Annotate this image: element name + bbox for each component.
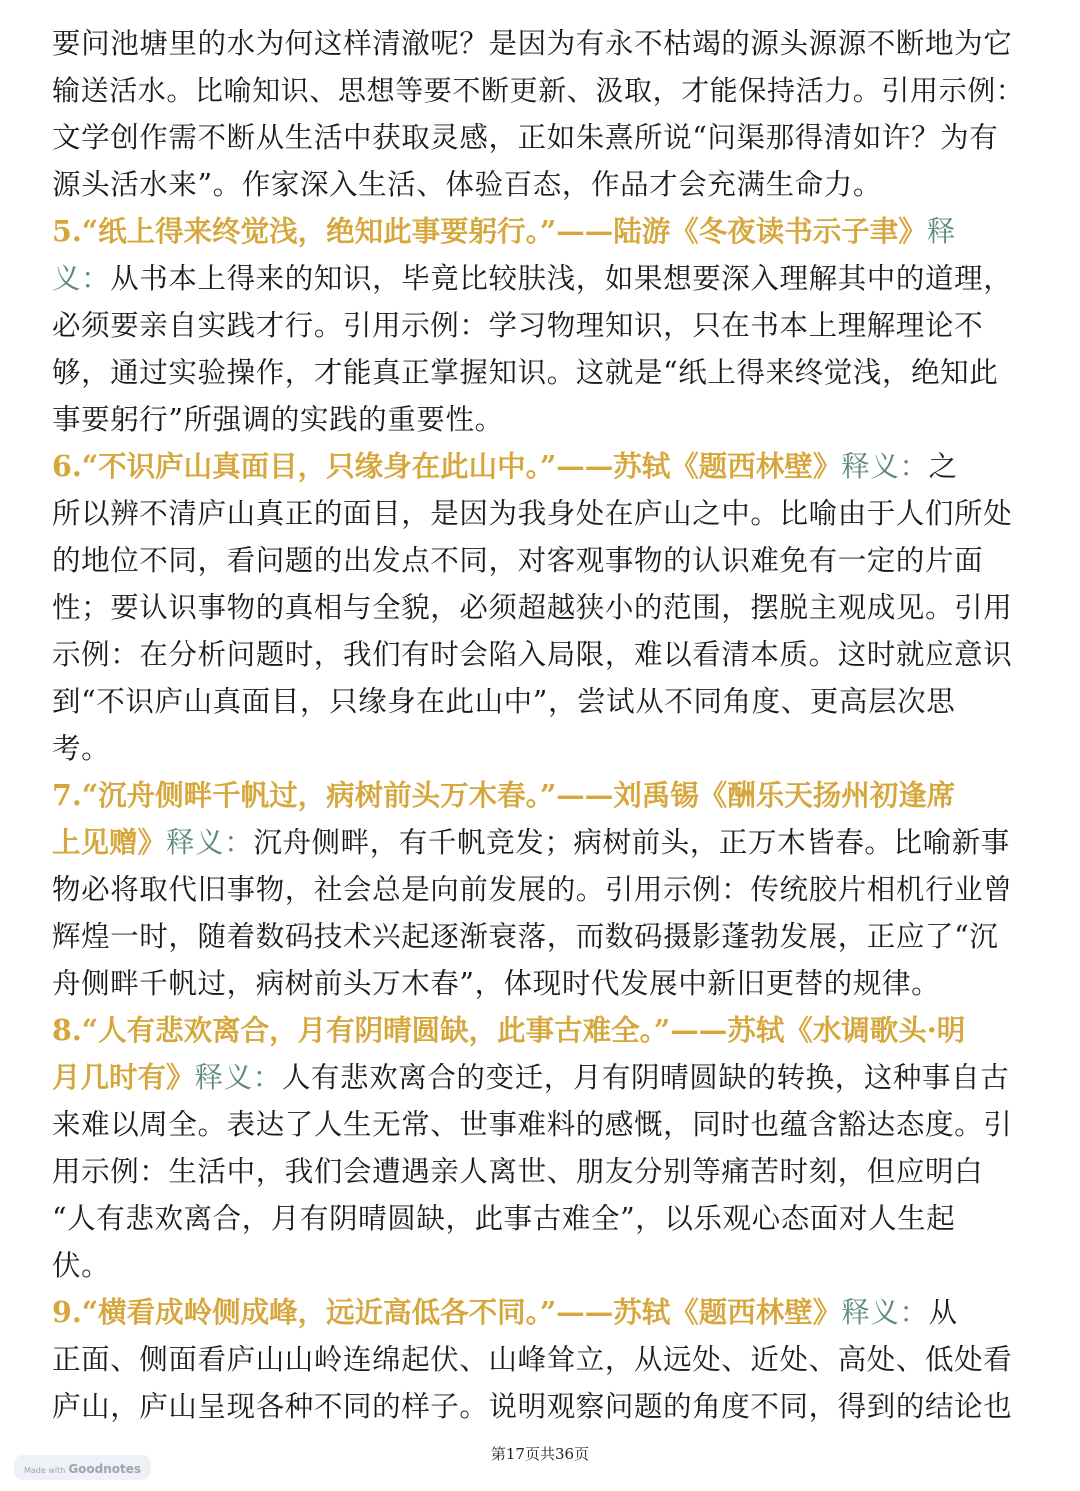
definition-label: 释义： xyxy=(194,1061,282,1094)
footer-page-number: 17 xyxy=(505,1445,525,1463)
body-text: 输送活水。比喻知识、思想等要不断更新、汲取，才能保持活力。引用示例： xyxy=(52,74,1025,107)
text-line xyxy=(52,584,1028,631)
goodnotes-badge xyxy=(14,1455,151,1480)
text-line xyxy=(52,161,1028,208)
text-line xyxy=(52,725,1028,772)
text-line xyxy=(52,1148,1028,1195)
text-line xyxy=(52,1242,1028,1289)
text-line xyxy=(52,490,1028,537)
body-text: 源头活水来”。作家深入生活、体验百态，作品才会充满生命力。 xyxy=(52,168,882,201)
badge-made-with: Made with xyxy=(24,1466,66,1475)
body-text: 庐山，庐山呈现各种不同的样子。说明观察问题的角度不同，得到的结论也 xyxy=(52,1390,1013,1423)
body-text: 从书本上得来的知识，毕竟比较肤浅，如果想要深入理解其中的道理， xyxy=(110,262,1013,295)
text-line xyxy=(52,678,1028,725)
footer-total-pages: 36 xyxy=(555,1445,575,1463)
body-text: 沉舟侧畔，有千帆竞发；病树前头，正万木皆春。比喻新事 xyxy=(253,826,1010,859)
page-footer xyxy=(0,1443,1080,1464)
body-text: 人有悲欢离合的变迁，月有阴晴圆缺的转换，这种事自古 xyxy=(281,1061,1010,1094)
text-line xyxy=(52,1007,1028,1054)
body-text: 用示例：生活中，我们会遭遇亲人离世、朋友分别等痛苦时刻，但应明白 xyxy=(52,1155,984,1188)
body-text: 性；要认识事物的真相与全貌，必须超越狭小的范围，摆脱主观成见。引用 xyxy=(52,591,1013,624)
text-line xyxy=(52,866,1028,913)
body-text: 所以辨不清庐山真正的面目，是因为我身处在庐山之中。比喻由于人们所处 xyxy=(52,497,1013,530)
quote-heading: 6.“不识庐山真面目，只缘身在此山中。”——苏轼《题西林壁》 xyxy=(52,449,842,483)
body-text: 考。 xyxy=(52,732,111,765)
body-text: 到“不识庐山真面目，只缘身在此山中”，尝试从不同角度、更高层次思 xyxy=(52,685,956,718)
text-line xyxy=(52,67,1028,114)
text-line xyxy=(52,396,1028,443)
definition-label: 释义： xyxy=(841,1296,929,1329)
footer-suffix: 页 xyxy=(574,1445,590,1463)
body-text: 辉煌一时，随着数码技术兴起逐渐衰落，而数码摄影蓬勃发展，正应了“沉 xyxy=(52,920,999,953)
definition-label: 义： xyxy=(52,262,111,295)
text-line xyxy=(52,1383,1028,1430)
text-line xyxy=(52,114,1028,161)
body-text: 从 xyxy=(928,1296,958,1329)
text-line xyxy=(52,1101,1028,1148)
text-line xyxy=(52,1195,1028,1242)
text-line xyxy=(52,537,1028,584)
text-line xyxy=(52,960,1028,1007)
footer-mid: 页共 xyxy=(524,1445,555,1463)
footer-prefix: 第 xyxy=(490,1445,506,1463)
text-line xyxy=(52,208,1028,255)
text-line xyxy=(52,443,1028,490)
body-text: 舟侧畔千帆过，病树前头万木春”，体现时代发展中新旧更替的规律。 xyxy=(52,967,941,1000)
quote-heading: 9.“横看成岭侧成峰，远近高低各不同。”——苏轼《题西林壁》 xyxy=(52,1295,842,1329)
definition-label: 释义： xyxy=(841,450,929,483)
body-text: 示例：在分析问题时，我们有时会陷入局限，难以看清本质。这时就应意识 xyxy=(52,638,1013,671)
text-line xyxy=(52,772,1028,819)
body-text: 正面、侧面看庐山山岭连绵起伏、山峰耸立，从远处、近处、高处、低处看 xyxy=(52,1343,1013,1376)
quote-heading: 7.“沉舟侧畔千帆过，病树前头万木春。”——刘禹锡《酬乐天扬州初逢席 xyxy=(52,778,956,812)
definition-label: 释义： xyxy=(166,826,254,859)
text-line xyxy=(52,819,1028,866)
quote-heading: 5.“纸上得来终觉浅，绝知此事要躬行。”——陆游《冬夜读书示子聿》 xyxy=(52,214,927,248)
body-text: “人有悲欢离合，月有阴晴圆缺，此事古难全”，以乐观心态面对人生起 xyxy=(52,1202,956,1235)
body-text: 事要躬行”所强调的实践的重要性。 xyxy=(52,403,504,436)
body-text: 之 xyxy=(928,450,958,483)
body-text: 必须要亲自实践才行。引用示例：学习物理知识，只在书本上理解理论不 xyxy=(52,309,984,342)
badge-brand: Goodnotes xyxy=(68,1462,142,1476)
text-line xyxy=(52,302,1028,349)
quote-heading: 8.“人有悲欢离合，月有阴晴圆缺，此事古难全。”——苏轼《水调歌头·明 xyxy=(52,1013,966,1047)
body-text: 物必将取代旧事物，社会总是向前发展的。引用示例：传统胶片相机行业曾 xyxy=(52,873,1013,906)
text-line xyxy=(52,255,1028,302)
quote-heading: 上见赠》 xyxy=(52,825,167,859)
text-line xyxy=(52,20,1028,67)
text-line xyxy=(52,913,1028,960)
body-text: 伏。 xyxy=(52,1249,111,1282)
body-text: 要问池塘里的水为何这样清澈呢？是因为有永不枯竭的源头源源不断地为它 xyxy=(52,27,1013,60)
text-line xyxy=(52,1336,1028,1383)
document-body xyxy=(52,20,1028,1430)
text-line xyxy=(52,631,1028,678)
definition-label: 释 xyxy=(926,215,956,248)
text-line xyxy=(52,1289,1028,1336)
body-text: 够，通过实验操作，才能真正掌握知识。这就是“纸上得来终觉浅，绝知此 xyxy=(52,356,999,389)
text-line xyxy=(52,1054,1028,1101)
quote-heading: 月几时有》 xyxy=(52,1060,195,1094)
body-text: 文学创作需不断从生活中获取灵感，正如朱熹所说“问渠那得清如许？为有 xyxy=(52,121,999,154)
text-line xyxy=(52,349,1028,396)
body-text: 来难以周全。表达了人生无常、世事难料的感慨，同时也蕴含豁达态度。引 xyxy=(52,1108,1013,1141)
body-text: 的地位不同，看问题的出发点不同，对客观事物的认识难免有一定的片面 xyxy=(52,544,984,577)
